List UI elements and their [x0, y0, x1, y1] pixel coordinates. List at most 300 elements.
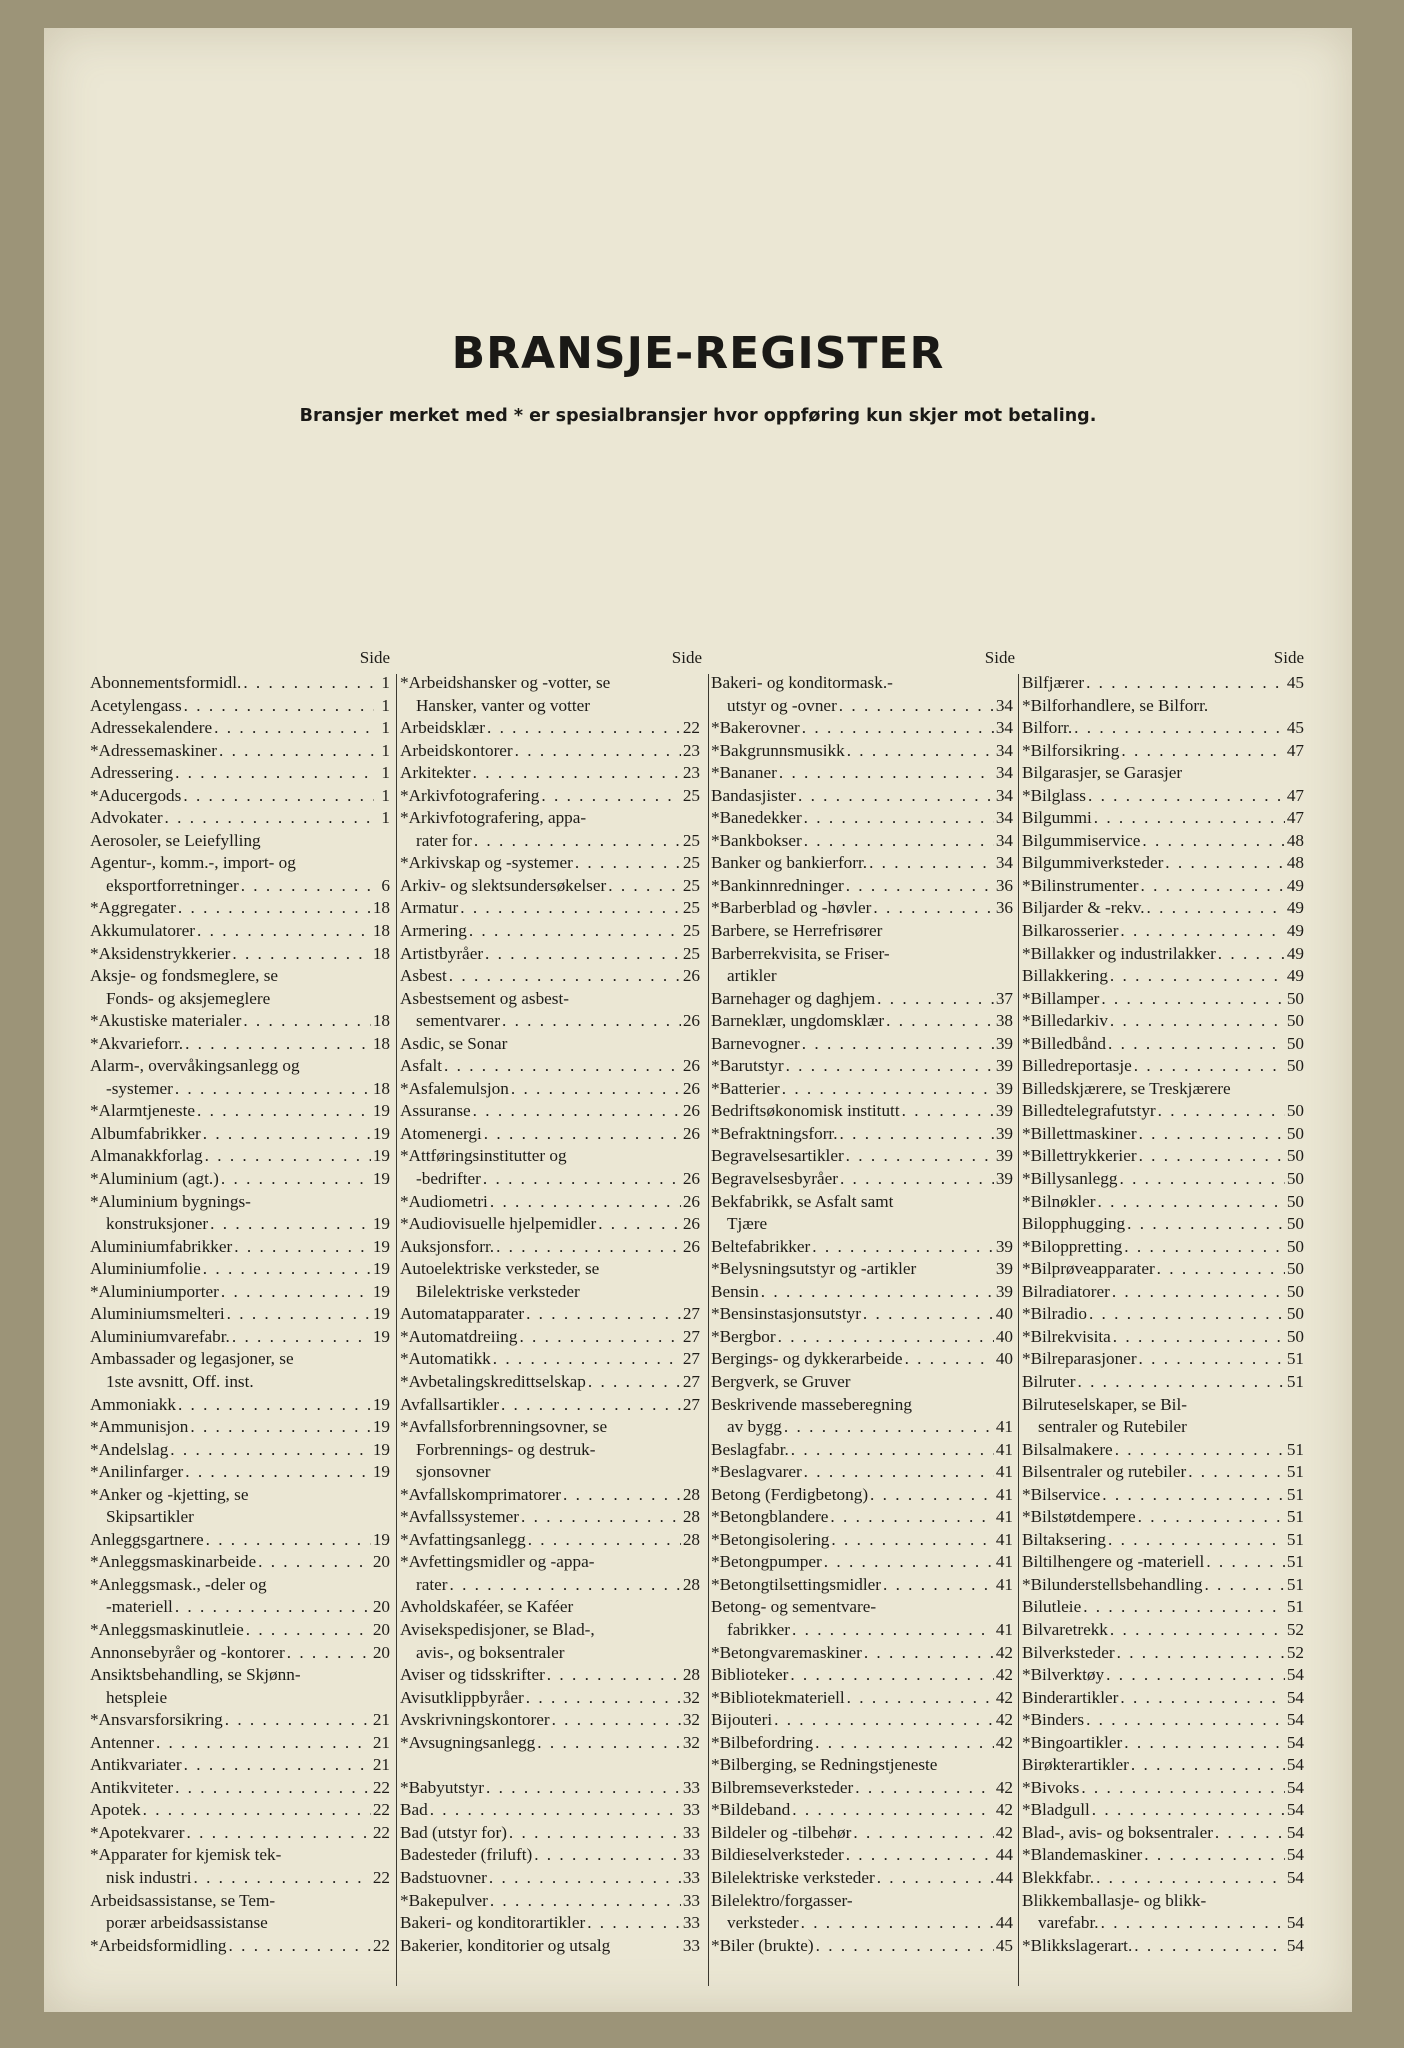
index-entry [711, 1574, 1013, 1597]
entry-name: *Aggregater [90, 898, 176, 918]
index-entry [90, 1168, 390, 1191]
dot-leader [1106, 1664, 1285, 1687]
entry-page-number: 49 [1286, 966, 1304, 986]
entry-name: *Bilstøtdempere [1022, 1507, 1136, 1527]
entry-page-number: 50 [1286, 1146, 1304, 1166]
index-entry [400, 1844, 700, 1867]
entry-name: Bandasjister [711, 785, 796, 805]
entry-name: fabrikker [727, 1619, 790, 1639]
dot-leader [840, 1123, 994, 1146]
entry-name: Bilsalmakere [1022, 1439, 1113, 1459]
entry-page-number: 23 [682, 763, 700, 783]
entry-name: *Bilinstrumenter [1022, 875, 1139, 895]
index-entry [1022, 1664, 1304, 1687]
dot-leader [1096, 1867, 1285, 1890]
entry-page-number: 51 [1286, 1484, 1304, 1504]
index-entry [711, 1777, 1013, 1800]
entry-name: *Bilradio [1022, 1304, 1087, 1324]
dot-leader [1108, 1033, 1285, 1056]
dot-leader [1113, 1326, 1285, 1349]
entry-page-number: 40 [995, 1304, 1013, 1324]
entry-page-number: 51 [1286, 1597, 1304, 1617]
index-entry [90, 1664, 390, 1687]
entry-name: *Biler (brukte) [711, 1935, 814, 1955]
index-entry [90, 1033, 390, 1056]
entry-page-number [376, 1574, 390, 1597]
index-entry [90, 717, 390, 740]
entry-page-number [686, 672, 700, 695]
dot-leader [402, 1754, 684, 1777]
entry-page-number: 41 [995, 1529, 1013, 1549]
dot-leader [156, 1732, 371, 1755]
entry-page-number: 54 [1286, 1777, 1304, 1797]
entry-name: *Asfalemulsjon [400, 1078, 509, 1098]
dot-leader [791, 1439, 994, 1462]
index-entry [400, 807, 700, 830]
entry-page-number: 18 [372, 1078, 390, 1098]
index-entry [711, 1732, 1013, 1755]
index-entry [90, 695, 390, 718]
entry-name: Bilvaretrekk [1022, 1619, 1108, 1639]
dot-leader [1208, 1890, 1288, 1913]
dot-leader [302, 1055, 374, 1078]
entry-name: Asfalt [400, 1056, 443, 1076]
entry-page-number [999, 672, 1013, 695]
dot-leader [1121, 740, 1284, 763]
entry-name: Armatur [400, 898, 459, 918]
page-title: BRANSJE-REGISTER [451, 328, 945, 379]
entry-name: *Avsugningsanlegg [400, 1732, 536, 1752]
dot-leader [449, 965, 681, 988]
index-entry [400, 762, 700, 785]
dot-leader [493, 1348, 681, 1371]
index-entry [711, 988, 1013, 1011]
entry-page-number: 54 [1286, 1822, 1304, 1842]
index-entry [711, 1484, 1013, 1507]
entry-page-number: 26 [682, 1078, 700, 1098]
entry-name: Begravelsesbyråer [711, 1169, 838, 1189]
entry-name: *Betongblandere [711, 1507, 829, 1527]
entry-name: *Aluminiumporter [90, 1281, 219, 1301]
dot-leader [277, 1890, 374, 1913]
index-entry [90, 1912, 390, 1935]
index-entry [90, 1799, 390, 1822]
entry-name: *Apotekvarer [90, 1822, 185, 1842]
entry-page-number [376, 1890, 390, 1913]
dot-leader [939, 1754, 997, 1777]
dot-leader [203, 1258, 371, 1281]
entry-name: Barnevogner [711, 1033, 800, 1053]
index-entry [90, 1145, 390, 1168]
entry-page-number: 1 [381, 673, 390, 692]
entry-page-number: 26 [682, 1011, 700, 1031]
entry-name: *Bakepulver [400, 1890, 488, 1910]
index-entry [1022, 1394, 1304, 1417]
dot-leader [892, 943, 997, 966]
dot-leader [774, 1709, 994, 1732]
index-entry [711, 852, 1013, 875]
dot-leader [571, 988, 684, 1011]
entry-page-number: 39 [995, 1281, 1013, 1301]
index-entry [90, 807, 390, 830]
index-entry [90, 1596, 390, 1619]
dot-leader [884, 920, 997, 943]
dot-leader [175, 1777, 371, 1800]
entry-page-number: 27 [682, 1371, 700, 1391]
dot-leader [1233, 1078, 1288, 1101]
entry-name: *Bilforsikring [1022, 740, 1120, 760]
entry-name: Forbrennings- og destruk- [416, 1439, 596, 1459]
entry-page-number [686, 807, 700, 830]
index-entry [711, 1687, 1013, 1710]
index-entry [711, 1213, 1013, 1236]
entry-page-number [1290, 695, 1304, 718]
dot-leader [1108, 1529, 1285, 1552]
entry-page-number: 34 [995, 740, 1013, 760]
index-entry [711, 1281, 1013, 1304]
index-entry [400, 1281, 700, 1304]
dot-leader [886, 1010, 994, 1033]
index-entry [400, 672, 700, 695]
dot-leader [1215, 1822, 1285, 1845]
entry-name: *Aluminium (agt.) [90, 1169, 219, 1189]
entry-name: *Avfettingsmidler og -appa- [400, 1552, 595, 1572]
entry-name: Bedriftsøkonomisk institutt [711, 1101, 900, 1121]
entry-name: Bilopphugging [1022, 1214, 1126, 1234]
index-entry [90, 1055, 390, 1078]
entry-name: Beskrivende masseberegning [711, 1394, 912, 1414]
dot-leader [214, 717, 374, 740]
entry-page-number: 22 [372, 1800, 390, 1820]
entry-name: Bakeri- og konditorartikler [400, 1913, 586, 1933]
dot-leader [1086, 672, 1285, 695]
entry-page-number: 28 [682, 1507, 700, 1527]
index-entry [90, 1777, 390, 1800]
entry-name: *Bivoks [1022, 1777, 1080, 1797]
entry-page-number: 41 [995, 1552, 1013, 1572]
entry-name: Biltilhengere og -materiell [1022, 1552, 1205, 1572]
index-entry [90, 740, 390, 763]
index-entry [711, 1326, 1013, 1349]
index-entry [400, 1777, 700, 1800]
entry-page-number: 34 [995, 785, 1013, 805]
entry-name: sjonsovner [416, 1462, 491, 1482]
dot-leader [474, 830, 681, 853]
entry-name: Banker og bankierforr. [711, 853, 868, 873]
index-entry [90, 1574, 390, 1597]
dot-leader [802, 1033, 994, 1056]
entry-page-number [999, 920, 1013, 943]
entry-page-number: 25 [682, 943, 700, 963]
entry-name: *Billamper [1022, 988, 1100, 1008]
column-heading-4: Side [1273, 648, 1304, 667]
dot-leader [804, 807, 994, 830]
entry-name: *Apparater for kjemisk tek- [90, 1845, 282, 1865]
entry-name: Assuranse [400, 1101, 471, 1121]
entry-name: Bad (utstyr for) [400, 1822, 507, 1842]
index-entry [400, 1371, 700, 1394]
dot-leader [830, 1506, 993, 1529]
dot-leader [1218, 943, 1285, 966]
dot-leader [232, 1326, 371, 1349]
index-entry [1022, 1574, 1304, 1597]
index-entry [1022, 1596, 1304, 1619]
entry-page-number: 20 [372, 1642, 390, 1662]
entry-page-number: 20 [372, 1597, 390, 1617]
dot-leader [184, 695, 374, 718]
entry-name: Bilforr. [1022, 718, 1073, 738]
entry-name: Asbestsement og asbest- [400, 988, 569, 1008]
dot-leader [802, 717, 994, 740]
entry-name: 1ste avsnitt, Off. inst. [106, 1371, 254, 1391]
entry-page-number: 33 [682, 1890, 700, 1910]
column-entries-4 [1022, 672, 1304, 1957]
dot-leader [509, 1822, 681, 1845]
index-entry [90, 1461, 390, 1484]
index-entry [90, 1078, 390, 1101]
entry-page-number: 47 [1286, 740, 1304, 760]
entry-page-number: 22 [372, 1777, 390, 1797]
index-entry [1022, 1506, 1304, 1529]
dot-leader [185, 1461, 371, 1484]
index-entry [711, 1236, 1013, 1259]
entry-name: *Akvarieforr. [90, 1033, 184, 1053]
entry-page-number [376, 965, 390, 988]
dot-leader [1206, 1551, 1284, 1574]
entry-name: sementvarer [416, 1011, 500, 1031]
index-entry [711, 1303, 1013, 1326]
index-entry [90, 965, 390, 988]
index-entry [1022, 1822, 1304, 1845]
index-entry [1022, 988, 1304, 1011]
index-entry [711, 695, 1013, 718]
entry-page-number [686, 1754, 700, 1777]
index-entry [90, 920, 390, 943]
dot-leader [1134, 1935, 1285, 1958]
entry-name: Binderartikler [1022, 1687, 1119, 1707]
index-entry [1022, 1326, 1304, 1349]
index-entry [400, 785, 700, 808]
dot-leader [169, 1687, 374, 1710]
entry-name: avis-, og boksentraler [416, 1642, 565, 1662]
entry-page-number: 50 [1286, 1033, 1304, 1053]
dot-leader [547, 1664, 681, 1687]
index-entry [1022, 1303, 1304, 1326]
entry-name: Skipsartikler [106, 1507, 194, 1527]
entry-name: Barberrekvisita, se Friser- [711, 943, 890, 963]
entry-page-number: 42 [995, 1710, 1013, 1730]
index-entry [1022, 1754, 1304, 1777]
entry-page-number [686, 695, 700, 718]
entry-page-number: 19 [372, 1529, 390, 1549]
index-entry [1022, 1348, 1304, 1371]
index-entry [1022, 1935, 1304, 1958]
entry-name: Armering [400, 921, 467, 941]
entry-page-number: 25 [682, 830, 700, 850]
index-entry [400, 1010, 700, 1033]
index-entry [711, 1822, 1013, 1845]
entry-name: Billakkering [1022, 966, 1108, 986]
entry-page-number: 49 [1286, 898, 1304, 918]
entry-page-number: 54 [1286, 1710, 1304, 1730]
dot-leader [895, 672, 997, 695]
dot-leader [798, 785, 994, 808]
dot-leader [521, 1506, 681, 1529]
entry-page-number [376, 1687, 390, 1710]
dot-leader [473, 1100, 681, 1123]
entry-name: *Bankbokser [711, 830, 802, 850]
dot-leader [197, 1100, 371, 1123]
entry-name: *Bilforhandlere, se Bilforr. [1022, 695, 1209, 715]
dot-leader [1138, 1506, 1285, 1529]
dot-leader [816, 1935, 994, 1958]
index-entry [400, 1033, 700, 1056]
entry-page-number [376, 1844, 390, 1867]
index-entry [1022, 1281, 1304, 1304]
entry-page-number: 18 [372, 1011, 390, 1031]
entry-page-number [1290, 1416, 1304, 1439]
index-entry [711, 1890, 1013, 1913]
entry-page-number: 23 [682, 740, 700, 760]
entry-name: *Billedarkiv [1022, 1011, 1108, 1031]
dot-leader [246, 1619, 371, 1642]
entry-page-number: 40 [995, 1326, 1013, 1346]
register-columns [44, 648, 1352, 1988]
dot-leader [489, 1867, 681, 1890]
entry-name: Bilkarosserier [1022, 921, 1119, 941]
entry-page-number [686, 1439, 700, 1462]
index-entry [90, 672, 390, 695]
entry-page-number: 42 [995, 1800, 1013, 1820]
index-entry [1022, 695, 1304, 718]
entry-name: *Andelslag [90, 1439, 169, 1459]
index-entry [90, 1754, 390, 1777]
dot-leader [1142, 830, 1284, 853]
dot-leader [612, 1935, 681, 1958]
index-entry [1022, 1123, 1304, 1146]
column-entries-1 [90, 672, 390, 1957]
index-entry [1022, 1619, 1304, 1642]
dot-leader [1184, 762, 1288, 785]
dot-leader [227, 1303, 371, 1326]
entry-name: Birøkterartikler [1022, 1755, 1129, 1775]
index-entry [400, 1461, 700, 1484]
index-entry [1022, 807, 1304, 830]
index-entry [400, 1213, 700, 1236]
index-entry [90, 830, 390, 853]
index-entry [1022, 1236, 1304, 1259]
dot-leader [541, 785, 680, 808]
entry-name: Bilradiatorer [1022, 1281, 1110, 1301]
dot-leader [878, 1596, 997, 1619]
entry-name: Bildieselverksteder [711, 1845, 844, 1865]
dot-leader [877, 988, 994, 1011]
dot-leader [178, 897, 371, 920]
index-entry [711, 965, 1013, 988]
entry-name: Atomenergi [400, 1123, 482, 1143]
index-entry [400, 1574, 700, 1597]
entry-page-number [376, 1912, 390, 1935]
dot-leader [598, 1213, 681, 1236]
dot-leader [444, 1055, 681, 1078]
entry-page-number: 52 [1286, 1619, 1304, 1639]
dot-leader [1092, 1799, 1285, 1822]
dot-leader [175, 1078, 371, 1101]
entry-page-number: 18 [372, 921, 390, 941]
entry-name: Bildeler og -tilbehør [711, 1822, 852, 1842]
index-entry [400, 1506, 700, 1529]
entry-name: *Aducergods [90, 785, 182, 805]
entry-page-number [376, 852, 390, 875]
dot-leader [1077, 1371, 1284, 1394]
entry-page-number: 41 [995, 1619, 1013, 1639]
dot-leader [592, 695, 684, 718]
entry-page-number: 34 [995, 695, 1013, 715]
column-entries-3 [711, 672, 1013, 1957]
dot-leader [303, 1664, 374, 1687]
entry-name: *Bilservice [1022, 1484, 1101, 1504]
entry-page-number: 26 [682, 1214, 700, 1234]
index-entry [90, 1100, 390, 1123]
dot-leader [165, 807, 374, 830]
index-entry [711, 1033, 1013, 1056]
entry-page-number: 18 [372, 1033, 390, 1053]
entry-name: Bilelektriske verksteder [711, 1867, 875, 1887]
entry-name: av bygg [727, 1417, 782, 1437]
entry-page-number: 51 [1286, 1371, 1304, 1391]
dot-leader [243, 672, 374, 695]
document-page [44, 28, 1352, 2012]
entry-page-number: 26 [682, 966, 700, 986]
dot-leader [1083, 1596, 1285, 1619]
entry-name: Bilelektriske verksteder [416, 1281, 580, 1301]
entry-name: *Betongisolering [711, 1529, 830, 1549]
dot-leader [1102, 1484, 1285, 1507]
entry-name: *Bilunderstellsbehandling [1022, 1574, 1203, 1594]
dot-leader [1086, 1709, 1285, 1732]
entry-page-number: 50 [1286, 1191, 1304, 1211]
entry-name: Annonsebyråer og -kontorer [90, 1642, 285, 1662]
dot-leader [569, 1145, 684, 1168]
entry-page-number: 40 [995, 1349, 1013, 1369]
entry-name: Barnehager og daghjem [711, 988, 876, 1008]
entry-name: *Betongpumper [711, 1552, 822, 1572]
dot-leader [840, 1168, 994, 1191]
entry-page-number: 33 [682, 1913, 700, 1933]
entry-page-number [686, 1551, 700, 1574]
entry-page-number: 50 [1286, 1169, 1304, 1189]
entry-page-number: 51 [1286, 1574, 1304, 1594]
index-entry [400, 1055, 700, 1078]
dot-leader [853, 1371, 997, 1394]
index-entry [90, 1303, 390, 1326]
index-entry [400, 875, 700, 898]
entry-name: *Billettmaskiner [1022, 1123, 1137, 1143]
dot-leader [1165, 852, 1285, 875]
column-divider-3 [1018, 674, 1019, 1986]
entry-page-number: 26 [682, 1236, 700, 1256]
index-entry [711, 717, 1013, 740]
index-entry [711, 1867, 1013, 1890]
column-divider-2 [708, 674, 709, 1986]
entry-name: Aerosoler, se Leiefylling [90, 830, 261, 850]
entry-page-number: 26 [682, 1191, 700, 1211]
dot-leader [914, 1394, 997, 1417]
entry-page-number: 41 [995, 1574, 1013, 1594]
index-entry [90, 1642, 390, 1665]
index-entry [1022, 1416, 1304, 1439]
index-entry [1022, 1642, 1304, 1665]
